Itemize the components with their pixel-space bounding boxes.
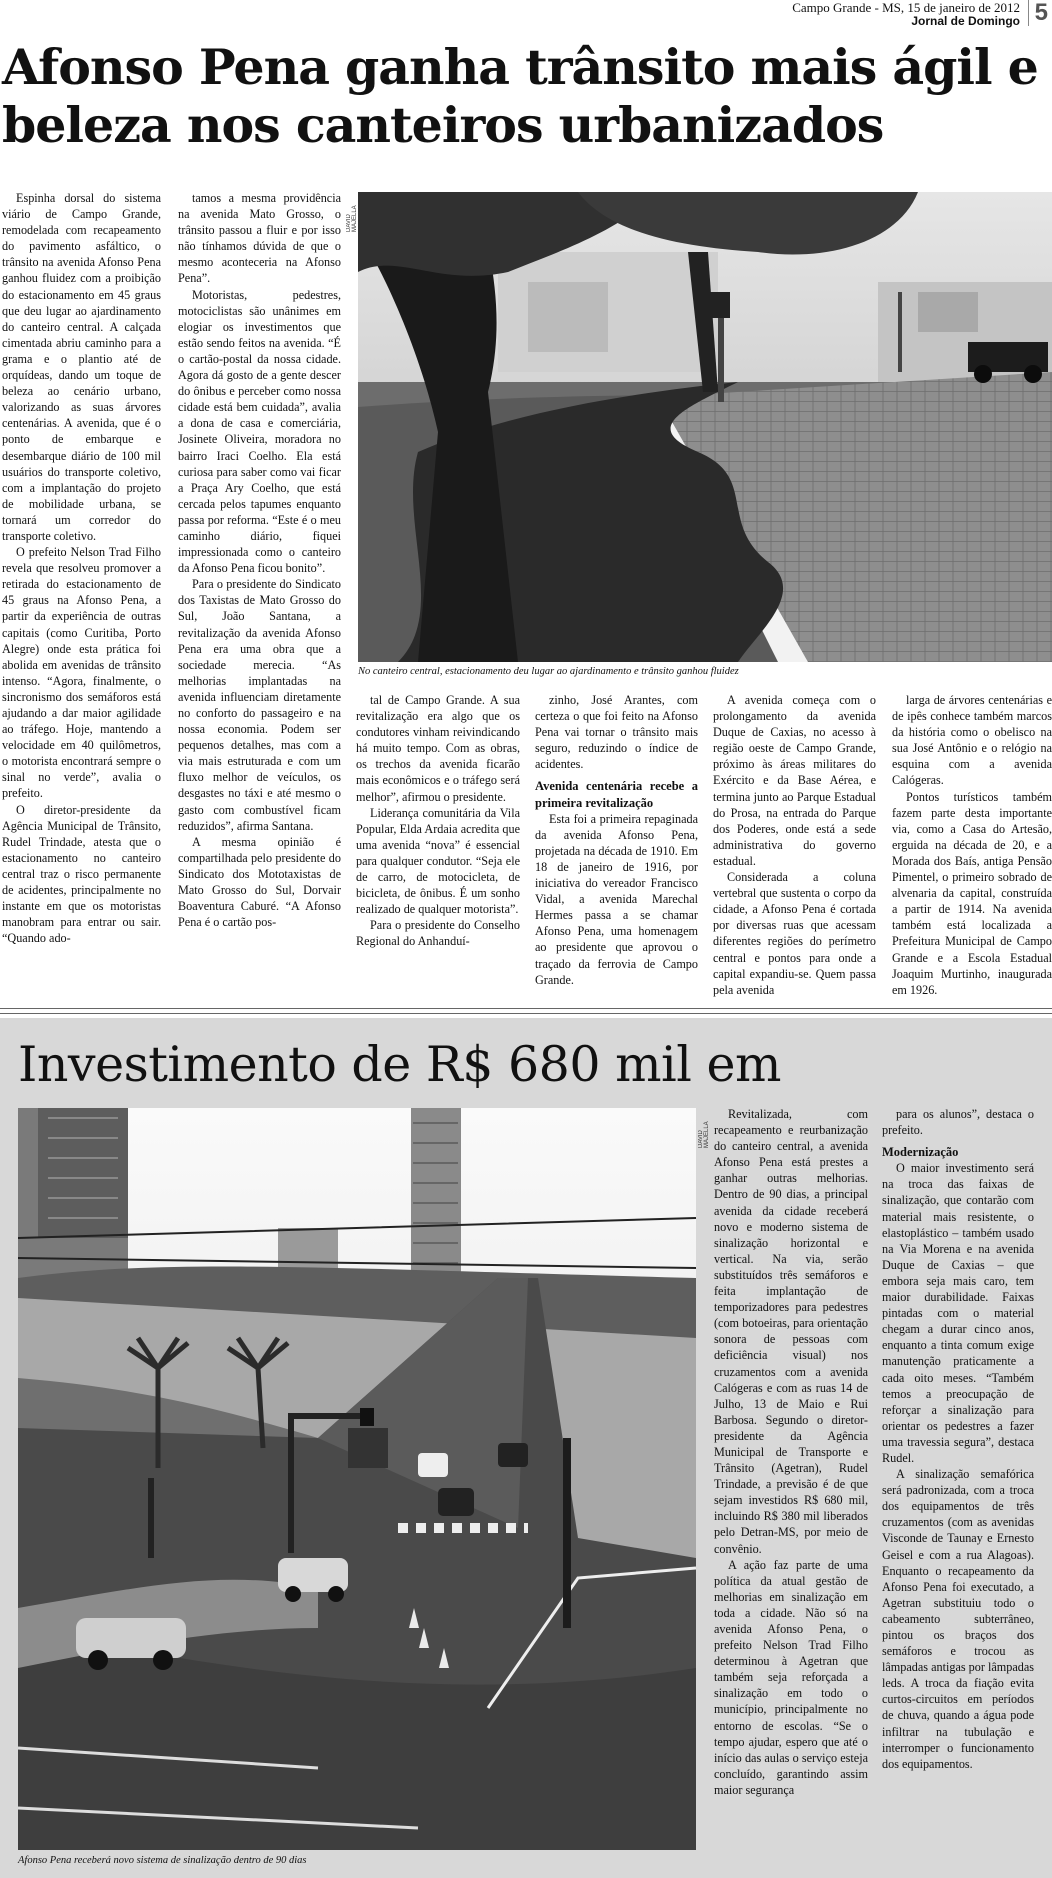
- paragraph: Esta foi a primeira repaginada da avenida Afonso Pena, projetada na década de 1910. Em 18 de janeiro de 1916, por iniciativa do vereador Francisco Vidal, a avenida Marechal Hermes passa a se chamar Afonso Pena, uma homenagem ao presidente que aprovou o traçado da ferrovia de Campo Grande.: [535, 811, 698, 987]
- paragraph: A avenida começa com o prolongamento da avenida Duque de Caxias, no acesso à região oeste de Campo Grande, próximo às áreas militares do Exército e da Base Aérea, e termina junto ao Parque Estadual do Prosa, na entrada do Parque dos Poderes, onde está a sede administrativa do governo estadual.: [713, 693, 876, 868]
- paragraph: Para o presidente do Conselho Regional do Anhanduí-: [356, 918, 520, 949]
- story1-column-5: [713, 692, 876, 998]
- column-2-text-a: [882, 1106, 1034, 1138]
- median-garden-image: [358, 192, 1052, 662]
- column-4-text-a: [535, 692, 698, 772]
- paragraph: O prefeito Nelson Trad Filho revela que resolveu promover a retirada do estacionamento de 45 graus na Afonso Pena, a partir da experiência de outras capitais (como Curitiba, Porto Alegre) onde esta prática foi abolida em avenidas de trânsito intenso. “Agora, finalmente, o sincronismo dos semáforos está ajudando a dar maior agilidade ao tráfego. Hoje, mantendo a velocidade em 40 quilômetros, o motorista encontrará sempre o sinal no verde”, avalia o prefeito.: [2, 545, 161, 801]
- story1-column-4: [535, 692, 698, 988]
- paragraph: A mesma opinião é compartilhada pelo presidente do Sindicato dos Mototaxistas de Mato Grosso do Sul, Dorvair Boaventura Caburé. “A Afonso Pena é o cartão pos-: [178, 834, 341, 930]
- photo-credit: DAVID MAJELLA: [346, 205, 358, 232]
- paragraph: Revitalizada, com recapeamento e reurbanização do canteiro central, a avenida Afonso Pena está prestes a ganhar outras melhorias. Dentro de 90 dias, a principal avenida da cidade receberá novo e moderno sistema de sinalização horizontal e vertical. Na via, serão substituídos três semáforos e feita implantação de temporizadores para pedestres (com botoeiras, para orientação sonora de pessoas com deficiência visual) nos cruzamentos com a avenida Calógeras e com as ruas 14 de Julho, 13 de Maio e Rui Barbosa. Segundo o diretor-presidente da Agência Municipal de Transporte e Trânsito (Agetran), Rudel Trindade, a previsão é de que sejam investidos R$ 680 mil, incluindo R$ 380 mil liberados pelo Detran-MS, por meio de convênio.: [714, 1107, 868, 1556]
- column-2-text-b: [882, 1160, 1034, 1772]
- photo-caption: No canteiro central, estacionamento deu lugar ao ajardinamento e trânsito ganhou fluidez: [358, 666, 739, 677]
- subheading-avenida-centenaria: Avenida centenária recebe a primeira revitalização: [535, 779, 698, 810]
- page-header: [0, 0, 1052, 32]
- location-date: Campo Grande - MS, 15 de janeiro de 2012: [792, 0, 1020, 15]
- paragraph: Pontos turísticos também fazem parte desta importante via, como a Casa do Artesão, erguida na década de 20, e a Morada dos Baís, antiga Pensão Pimentel, o primeiro sobrado de alvenaria da capital, construída a partir de 1914. Na avenida também está localizada a Prefeitura Municipal de Campo Grande e a Escola Estadual Joaquim Murtinho, inaugurada em 1926.: [892, 789, 1052, 997]
- story1-column-2: [178, 190, 341, 930]
- page-number: 5: [1028, 0, 1048, 26]
- headline-line-2: beleza nos canteiros urbanizados: [2, 96, 884, 154]
- story2-column-1: [714, 1106, 868, 1798]
- paragraph: Espinha dorsal do sistema viário de Campo Grande, remodelada com recapeamento do pavimento asfáltico, o trânsito na avenida Afonso Pena ganhou fluidez com a proibição do estacionamento em 45 graus que deu lugar ao ajardinamento do canteiro central. A calçada cimentada abriu caminho para a grama e o plantio até de orquídeas, dando um toque de beleza ao cenário urbano, valorizando as suas árvores centenárias. A avenida, que é o ponto de embarque e desembarque diário de 100 mil usuários do transporte coletivo, com a implantação do projeto de mobilidade urbana, se tornará um corredor do transporte coletivo.: [2, 191, 161, 543]
- paragraph: Liderança comunitária da Vila Popular, Elda Ardaia acredita que uma avenida “nova” é essencial para qualquer condutor. “Seja ele de carro, de motocicleta, de bicicleta, de ônibus. É um sonho realizado de qualquer motorista”.: [356, 805, 520, 917]
- avenue-intersection-image: [18, 1108, 696, 1850]
- photo-caption-2: Afonso Pena receberá novo sistema de sinalização dentro de 90 dias: [18, 1855, 307, 1866]
- paragraph: zinho, José Arantes, com certeza o que foi feito na Afonso Pena vai tornar o trânsito mais seguro, reduzindo o índice de acidentes.: [535, 693, 698, 772]
- story1-column-6: [892, 692, 1052, 998]
- paragraph: para os alunos”, destaca o prefeito.: [882, 1107, 1034, 1138]
- paragraph: O diretor-presidente da Agência Municipal de Trânsito, Rudel Trindade, atesta que o estacionamento no canteiro central traz o risco permanente de acidentes, principalmente no instante em que os motoristas manobram para entrar ou sair. “Quando ado-: [2, 802, 161, 946]
- story1-column-1: [2, 190, 161, 946]
- paragraph: A ação faz parte de uma política da atual gestão de melhorias em sinalização em toda a cidade. Não só na avenida Afonso Pena, o prefeito Nelson Trad Filho determinou à Agetran que também seja reforçada a sinalização em todo o município, principalmente no entorno de escolas. “Se o tempo ajudar, espero que até o início das aulas o serviço esteja concluído, garantindo assim maior segurança: [714, 1557, 868, 1797]
- paragraph: Considerada a coluna vertebral que sustenta o corpo da cidade, a Afonso Pena é cortada por diversas ruas que acessam diferentes regiões do perímetro central e pontos para onde a capital expandiu-se. Quem passa pela avenida: [713, 870, 876, 997]
- avenue-median-garden-photo: [358, 192, 1052, 662]
- paragraph: Motoristas, pedestres, motociclistas são unânimes em elogiar os investimentos que estão sendo feitos na avenida. “É o cartão-postal da nossa cidade. Agora dá gosto de a gente descer do ônibus e perceber como nossa cidade está bem cuidada”, avalia a dona de casa e comerciária, Josinete Oliveira, moradora no bairro Iraci Coelho. Ela está curiosa para saber como vai ficar a Praça Ary Coelho, que está cercada pelos tapumes enquanto passa por reforma. “Este é o meu caminho diário, fiquei impressionada como o canteiro da Afonso Pena ficou bonito”.: [178, 287, 341, 576]
- paragraph: larga de árvores centenárias e de ipês conhece também marcos da história como o obelisco na sua José Antônio e o relógio na esquina com a avenida Calógeras.: [892, 693, 1052, 788]
- headline-line-1: Afonso Pena ganha trânsito mais ágil e: [2, 38, 1038, 96]
- headline-afonso-pena: [2, 38, 1050, 154]
- newspaper-name: Jornal de Domingo: [911, 14, 1020, 28]
- subheading-modernizacao: Modernização: [882, 1145, 959, 1160]
- section-divider: [0, 1008, 1052, 1014]
- column-4-text-b: [535, 811, 698, 988]
- traffic-signal-avenue-photo: [18, 1108, 696, 1850]
- story2-column-2: [882, 1106, 1034, 1772]
- photo-credit-2: DAVID MAJELLA: [698, 1121, 710, 1148]
- paragraph: O maior investimento será na troca das faixas de sinalização, que contarão com material mais resistente, o elastoplástico – também usado na Via Morena e na avenida Duque de Caxias – que embora seja mais caro, tem maior durabilidade. Faixas pintadas com o material chegam a durar cinco anos, enquanto a tinta comum exige manutenção praticamente a cada oito meses. “Também temos a preocupação de reforçar a sinalização para orientar os pedestres a fazer uma travessia segura”, destaca Rudel.: [882, 1161, 1034, 1465]
- paragraph: Para o presidente do Sindicato dos Taxistas de Mato Grosso do Sul, João Santana, a revitalização da avenida Afonso Pena era uma obra que a sociedade merecia. “As melhorias implantadas na avenida influenciam diretamente no conforto do passageiro e na nossa economia. Podem ser pequenos detalhes, mas com a via mais estruturada e com um fluxo melhor de veículos, os desgastes no táxi e até mesmo o gasto com combustível ficam reduzidos”, afirma Santana.: [178, 577, 341, 833]
- paragraph: tamos a mesma providência na avenida Mato Grosso, o trânsito passou a fluir e por isso não tínhamos dúvida de que o mesmo aconteceria na Afonso Pena”.: [178, 191, 341, 286]
- paragraph: A sinalização semafórica será padronizada, com a troca dos equipamentos de três cruzamentos (com as avenidas Visconde de Taunay e Ernesto Geisel e com a rua Alagoas). Enquanto o recapeamento da Afonso Pena foi executado, a Agetran substituiu todo o cabeamento subterrâneo, pintou os braços dos semáforos e trocou as lâmpadas antigas por lâmpadas leds. A troca da fiação evita curtos-circuitos em períodos de chuva, quando a água pode infiltrar na tubulação e interromper o funcionamento dos equipamentos.: [882, 1467, 1034, 1771]
- story1-column-3: [356, 692, 520, 950]
- paragraph: tal de Campo Grande. A sua revitalização era algo que os condutores vinham reivindicando há muito tempo. Com as obras, os trechos da avenida ficarão mais econômicos e o tráfego será melhor”, afirmou o presidente.: [356, 693, 520, 804]
- headline-investimento: Investimento de R$ 680 mil em: [18, 1036, 781, 1093]
